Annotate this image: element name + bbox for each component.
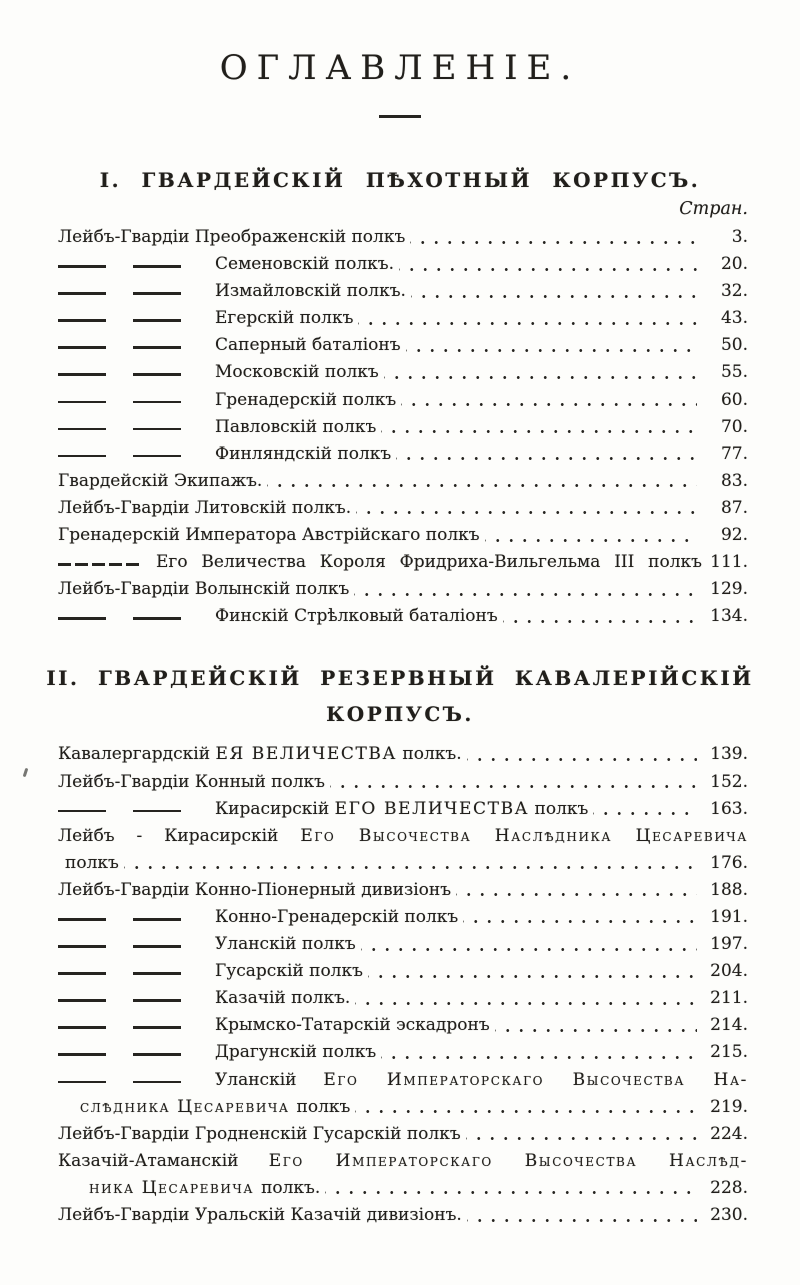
ditto-dash xyxy=(58,346,106,349)
page-number: 77. xyxy=(720,443,748,464)
entry-label-text: Лейбъ-Гвардіи Конный полкъ xyxy=(58,771,325,792)
entry-label-smallcaps: ЕГО ВЕЛИЧЕСТВА xyxy=(334,798,530,819)
entry-label-text: Драгунскій полкъ xyxy=(215,1042,377,1063)
page-number: 219. xyxy=(710,1096,748,1117)
ditto-dash xyxy=(58,428,106,431)
toc-entry-line xyxy=(58,332,748,359)
entry-label xyxy=(215,332,401,359)
continuation-indent xyxy=(58,1175,89,1202)
entry-label-text: полкъ xyxy=(296,1096,351,1117)
toc-entry-line xyxy=(58,603,748,630)
toc-entry-line xyxy=(58,387,748,414)
page-number: 139. xyxy=(710,744,748,765)
page-number: 197. xyxy=(710,934,748,955)
entry-label-text: Лейбъ - Кирасирскій xyxy=(58,825,301,846)
entry-label-text: Саперный баталіонъ xyxy=(215,335,401,356)
page-number: 163. xyxy=(710,798,748,819)
entry-label-smallcaps: слѣдника Цесаревича xyxy=(80,1096,297,1117)
entry-label-text: Лейбъ-Гвардіи Конно-Піонерный дивизіонъ xyxy=(58,879,452,900)
leader-dots xyxy=(356,495,697,522)
ditto-dash xyxy=(58,810,106,813)
ditto-dashes xyxy=(58,1039,208,1066)
entry-label xyxy=(215,251,394,278)
ditto-dash xyxy=(133,972,181,975)
entry-label xyxy=(58,1148,748,1175)
page-number: 228. xyxy=(710,1177,748,1198)
leader-dots xyxy=(411,278,697,305)
ditto-dash xyxy=(58,1026,106,1029)
ditto-dashes xyxy=(58,985,208,1012)
ditto-dash xyxy=(58,972,106,975)
entry-label-text: Лейбъ-Гвардіи Волынскій полкъ xyxy=(58,579,350,600)
ditto-dash xyxy=(58,401,106,404)
ditto-dash xyxy=(133,401,181,404)
entry-label xyxy=(215,1067,748,1094)
toc-entry-line xyxy=(58,904,748,931)
entry-label xyxy=(215,958,363,985)
entry-label-text: полкъ xyxy=(65,852,119,873)
leader-dots xyxy=(503,603,697,630)
ditto-dash xyxy=(133,1026,181,1029)
entry-label xyxy=(215,1012,490,1039)
ditto-dash xyxy=(58,292,106,295)
ditto-dash xyxy=(58,999,106,1002)
toc-entry-line xyxy=(58,931,748,958)
leader-dots xyxy=(410,224,697,251)
leader-dots xyxy=(467,741,697,768)
ditto-dash xyxy=(133,428,181,431)
page-number: 214. xyxy=(710,1015,748,1036)
toc-entry-continuation xyxy=(58,850,748,877)
section-1-entries xyxy=(0,224,800,630)
ditto-dashes xyxy=(58,278,208,305)
entry-label-text: Измайловскій полкъ. xyxy=(215,281,406,302)
entry-label-text: полкъ xyxy=(529,798,589,819)
section-2-entries xyxy=(0,741,800,1229)
section-2-heading-line2: КОРПУСЪ. xyxy=(326,702,474,727)
entry-label xyxy=(58,769,325,796)
ditto-dash xyxy=(58,1081,106,1084)
entry-label xyxy=(215,414,376,441)
page-number: 20. xyxy=(720,254,748,275)
page-number: 129. xyxy=(710,579,748,600)
ditto-dash xyxy=(133,373,181,376)
toc-entry-line xyxy=(58,251,748,278)
page-number: 3. xyxy=(731,227,748,247)
ditto-dash xyxy=(58,1053,106,1056)
continuation-indent xyxy=(58,850,65,877)
entry-label-smallcaps: ника Цесаревича xyxy=(89,1177,262,1198)
leader-dots xyxy=(399,251,697,278)
toc-entry-line xyxy=(58,796,748,823)
ditto-dash xyxy=(133,346,181,349)
page-column-header: Стран. xyxy=(679,199,748,219)
toc-entry-line xyxy=(58,769,748,796)
ditto-dashes xyxy=(58,1067,208,1094)
page-number: 230. xyxy=(710,1205,748,1225)
page-number: 191. xyxy=(710,906,748,927)
entry-label-smallcaps: ЕЯ ВЕЛИЧЕСТВА xyxy=(215,744,397,765)
page-number: 111. xyxy=(710,552,748,573)
ditto-dashes xyxy=(58,387,208,414)
toc-entry-line xyxy=(58,741,748,768)
entry-label xyxy=(58,1202,462,1229)
ditto-dash xyxy=(133,292,181,295)
entry-label xyxy=(215,1039,376,1066)
ditto-dashes xyxy=(58,359,208,386)
page-number: 152. xyxy=(710,771,748,792)
entry-label xyxy=(58,823,748,850)
toc-entry-line xyxy=(58,278,748,305)
ditto-dash xyxy=(133,265,181,268)
page-number: 215. xyxy=(710,1042,748,1063)
entry-label-text: Казачій-Атаманскій xyxy=(58,1150,269,1171)
entry-label xyxy=(58,224,405,251)
entry-label xyxy=(58,741,462,768)
entry-label xyxy=(215,985,350,1012)
leader-dots xyxy=(467,1202,697,1229)
entry-label xyxy=(58,495,351,522)
leader-dots xyxy=(406,332,697,359)
entry-label-text: Гренадерскій полкъ xyxy=(215,389,397,410)
entry-label xyxy=(58,468,262,495)
toc-entry-line xyxy=(58,877,748,904)
ditto-dashes xyxy=(58,603,208,630)
entry-label-text: Лейбъ-Гвардіи Литовскій полкъ. xyxy=(58,497,352,518)
toc-entry-continuation xyxy=(58,1094,748,1121)
ditto-dashes xyxy=(58,958,208,985)
entry-label xyxy=(215,359,379,386)
entry-label-text: Павловскій полкъ xyxy=(215,416,377,437)
entry-label xyxy=(215,796,588,823)
leader-dots xyxy=(330,769,697,796)
toc-entry-line xyxy=(58,985,748,1012)
ditto-dashes xyxy=(58,414,208,441)
toc-entry-line xyxy=(58,414,748,441)
ditto-dashes xyxy=(58,441,208,468)
leader-dots xyxy=(485,522,697,549)
entry-label-text: полкъ. xyxy=(261,1177,321,1198)
page-number: 204. xyxy=(710,961,748,982)
ditto-dash xyxy=(133,617,181,620)
entry-label-text: Гренадерскій Императора Австрійскаго полкъ xyxy=(58,525,480,546)
ditto-dash xyxy=(133,810,181,813)
ditto-dashes xyxy=(58,305,208,332)
entry-label xyxy=(89,1175,320,1202)
entry-label xyxy=(215,278,406,305)
ditto-dash xyxy=(133,319,181,322)
toc-entry-line xyxy=(58,549,748,576)
ditto-dashes xyxy=(58,931,208,958)
leader-dots xyxy=(355,985,697,1012)
entry-label xyxy=(215,603,498,630)
leader-dots xyxy=(463,904,697,931)
entry-label-text: полкъ. xyxy=(396,744,462,765)
entry-label-text: Кирасирскій xyxy=(215,798,335,819)
entry-label-text: Гвардейскій Экипажъ. xyxy=(58,470,263,491)
entry-label-text: Лейбъ-Гвардіи Гродненскій Гусарскій полкъ xyxy=(58,1123,461,1144)
page-number: 55. xyxy=(720,362,748,383)
ditto-dash xyxy=(58,265,106,268)
section-infantry-corps xyxy=(0,166,800,630)
leader-dots xyxy=(384,359,697,386)
toc-entry-line xyxy=(58,823,748,850)
page-number: 43. xyxy=(720,308,748,329)
entry-label-smallcaps: Его Императорскаго Высочества Наслѣд- xyxy=(268,1150,748,1171)
entry-label-text: Егерскій полкъ xyxy=(215,308,354,329)
toc-entry-line xyxy=(58,224,748,251)
toc-entry-line xyxy=(58,522,748,549)
toc-entry-line xyxy=(58,1148,748,1175)
page-number: 176. xyxy=(710,852,748,873)
entry-label xyxy=(58,877,451,904)
entry-label xyxy=(215,904,458,931)
page-title: ОГЛАВЛЕНІЕ. xyxy=(219,48,581,88)
toc-entry-line xyxy=(58,1202,748,1229)
entry-label-text: Лейбъ-Гвардіи Уральскій Казачій дивизіонъ. xyxy=(58,1205,462,1225)
page-number: 32. xyxy=(720,281,748,302)
entry-label xyxy=(156,549,702,576)
entry-label-text: Его Величества Короля Фридриха-Вильгельма III полкъ xyxy=(156,552,702,573)
toc-entry-line xyxy=(58,1039,748,1066)
page-number: 92. xyxy=(720,525,748,546)
entry-label xyxy=(215,931,356,958)
ditto-dashes xyxy=(58,904,208,931)
entry-label xyxy=(80,1094,350,1121)
continuation-indent xyxy=(58,1094,80,1121)
toc-entry-line xyxy=(58,468,748,495)
entry-label-text: Финляндскій полкъ xyxy=(215,443,392,464)
page-number: 224. xyxy=(710,1123,748,1144)
leader-dots xyxy=(361,931,697,958)
ditto-dash xyxy=(133,1053,181,1056)
ditto-dash xyxy=(133,455,181,458)
leader-dots xyxy=(495,1012,697,1039)
leader-dots xyxy=(358,305,697,332)
toc-entry-continuation xyxy=(58,1175,748,1202)
page-number: 87. xyxy=(720,497,748,518)
ditto-dash xyxy=(58,918,106,921)
section-2-heading-line1: II. ГВАРДЕЙСКІЙ РЕЗЕРВНЫЙ КАВАЛЕРІЙСКІЙ xyxy=(46,666,754,691)
leader-dots xyxy=(124,850,697,877)
entry-label-text: Уланскій xyxy=(215,1069,324,1090)
entry-label xyxy=(215,305,353,332)
leader-dots xyxy=(325,1175,697,1202)
leader-dots xyxy=(466,1121,697,1148)
entry-label xyxy=(58,576,349,603)
page-number: 83. xyxy=(720,470,748,491)
ditto-dashes xyxy=(58,332,208,359)
entry-label xyxy=(65,850,119,877)
toc-entry-line xyxy=(58,1121,748,1148)
toc-entry-line xyxy=(58,441,748,468)
leader-dots xyxy=(401,387,697,414)
entry-label-text: Казачій полкъ. xyxy=(215,988,351,1009)
toc-entry-line xyxy=(58,359,748,386)
ditto-dash xyxy=(58,945,106,948)
entry-label-text: Гусарскій полкъ xyxy=(215,961,363,982)
leader-dots xyxy=(355,1094,697,1121)
toc-entry-line xyxy=(58,305,748,332)
ditto-dash xyxy=(133,918,181,921)
leader-dots xyxy=(267,468,697,495)
title-divider xyxy=(379,115,421,118)
ditto-dash xyxy=(133,999,181,1002)
leader-dots xyxy=(368,958,697,985)
entry-label xyxy=(58,1121,461,1148)
entry-label-text: Семеновскій полкъ. xyxy=(215,254,395,275)
toc-entry-line xyxy=(58,1067,748,1094)
entry-label xyxy=(215,387,396,414)
ditto-dashes xyxy=(58,796,208,823)
entry-label-text: Финскій Стрѣлковый баталіонъ xyxy=(215,606,498,627)
toc-entry-line xyxy=(58,958,748,985)
entry-label xyxy=(58,522,480,549)
ditto-dash xyxy=(58,319,106,322)
page-number: 50. xyxy=(720,335,748,356)
page-number: 211. xyxy=(710,988,748,1009)
entry-label-text: Крымско-Татарскій эскадронъ xyxy=(215,1015,490,1036)
entry-label-smallcaps: Его Высочества Наслѣдника Цесаревича xyxy=(300,825,748,846)
ditto-dashes xyxy=(58,251,208,278)
entry-label xyxy=(215,441,391,468)
section-1-heading: I. ГВАРДЕЙСКІЙ ПѢХОТНЫЙ КОРПУСЪ. xyxy=(99,168,701,192)
leader-dots xyxy=(396,441,697,468)
entry-label-text: Уланскій полкъ xyxy=(215,934,356,955)
entry-label-text: Лейбъ-Гвардіи Преображенскій полкъ xyxy=(58,227,406,247)
entry-label-text: Московскій полкъ xyxy=(215,362,379,383)
leader-dots xyxy=(381,414,697,441)
leader-dots xyxy=(381,1039,697,1066)
section-cavalry-corps xyxy=(0,660,800,1229)
ditto-dashes xyxy=(58,1012,208,1039)
entry-label-smallcaps: Его Императорскаго Высочества На- xyxy=(323,1069,748,1090)
ditto-dash xyxy=(133,1081,181,1084)
ditto-dash-long xyxy=(58,563,142,566)
leader-dots xyxy=(456,877,697,904)
ditto-dash xyxy=(58,455,106,458)
ditto-dash xyxy=(133,945,181,948)
toc-entry-line xyxy=(58,576,748,603)
ditto-dash xyxy=(58,617,106,620)
page-number: 134. xyxy=(710,606,748,627)
section-2-heading xyxy=(0,660,800,732)
page-number: 60. xyxy=(720,389,748,410)
page-number: 70. xyxy=(720,416,748,437)
toc-entry-line xyxy=(58,1012,748,1039)
page-number: 188. xyxy=(710,879,748,900)
entry-label-text: Кавалергардскій xyxy=(58,744,216,765)
leader-dots xyxy=(593,796,697,823)
leader-dots xyxy=(354,576,697,603)
entry-label-text: Конно-Гренадерскій полкъ xyxy=(215,906,459,927)
toc-entry-line xyxy=(58,495,748,522)
ditto-dash xyxy=(58,373,106,376)
